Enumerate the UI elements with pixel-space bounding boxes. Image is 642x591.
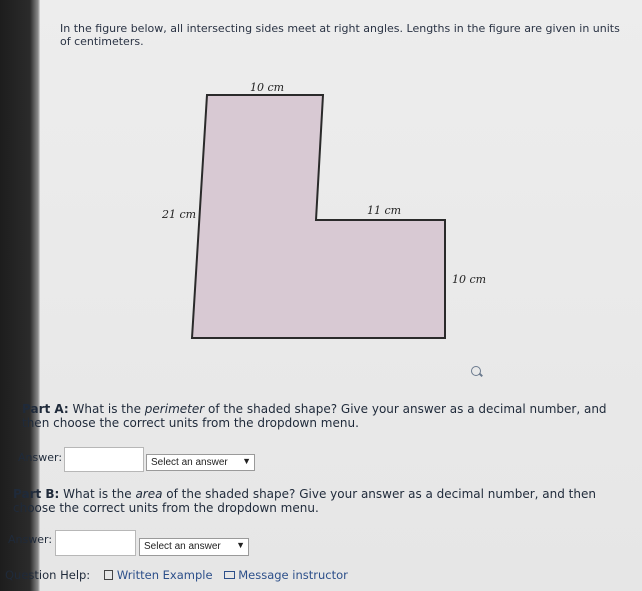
chevron-down-icon: ▼	[242, 456, 251, 466]
written-example-link[interactable]: Written Example	[116, 568, 213, 582]
question-help-label: Question Help:	[5, 568, 91, 582]
part-a-label: Part A:	[22, 402, 69, 416]
part-b-select-value: Select an answer	[144, 541, 221, 552]
part-a-text-after: of the shaded shape? Give your answer as a decimal number, and then choose the correct units from the dropdown menu.	[22, 402, 607, 430]
label-right: 10 cm	[452, 273, 487, 286]
shaded-shape	[192, 95, 445, 338]
part-a-units-select[interactable]	[146, 454, 255, 471]
label-top: 10 cm	[250, 81, 285, 94]
part-a-select-value: Select an answer	[151, 457, 228, 468]
part-b-text-after: of the shaded shape? Give your answer as a decimal number, and then choose the correct units from the dropdown menu.	[13, 487, 596, 515]
part-b-question	[13, 487, 613, 515]
part-a-answer-label: Answer:	[18, 451, 63, 464]
label-middle: 11 cm	[367, 204, 402, 217]
document-icon	[104, 570, 113, 580]
part-b-answer-input[interactable]	[55, 530, 136, 556]
search-icon[interactable]	[471, 366, 481, 376]
part-a-question	[22, 402, 622, 430]
message-instructor-link[interactable]: Message instructor	[238, 568, 348, 582]
part-b-answer-label: Answer:	[8, 533, 53, 546]
part-b-units-select[interactable]	[139, 538, 249, 556]
part-a-text-before: What is the	[68, 402, 145, 416]
part-a-emphasis: perimeter	[144, 402, 205, 416]
part-a-answer-input[interactable]	[64, 447, 144, 472]
part-b-text-before: What is the	[59, 487, 136, 501]
part-b-label: Part B:	[13, 487, 60, 501]
part-b-emphasis: area	[135, 487, 163, 501]
label-left: 21 cm	[162, 208, 197, 221]
chevron-down-icon: ▼	[236, 540, 245, 550]
problem-intro: In the figure below, all intersecting sides meet at right angles. Lengths in the figure are given in units of centimeters.	[60, 22, 620, 48]
mail-icon	[224, 571, 235, 579]
question-help-row	[5, 568, 348, 582]
